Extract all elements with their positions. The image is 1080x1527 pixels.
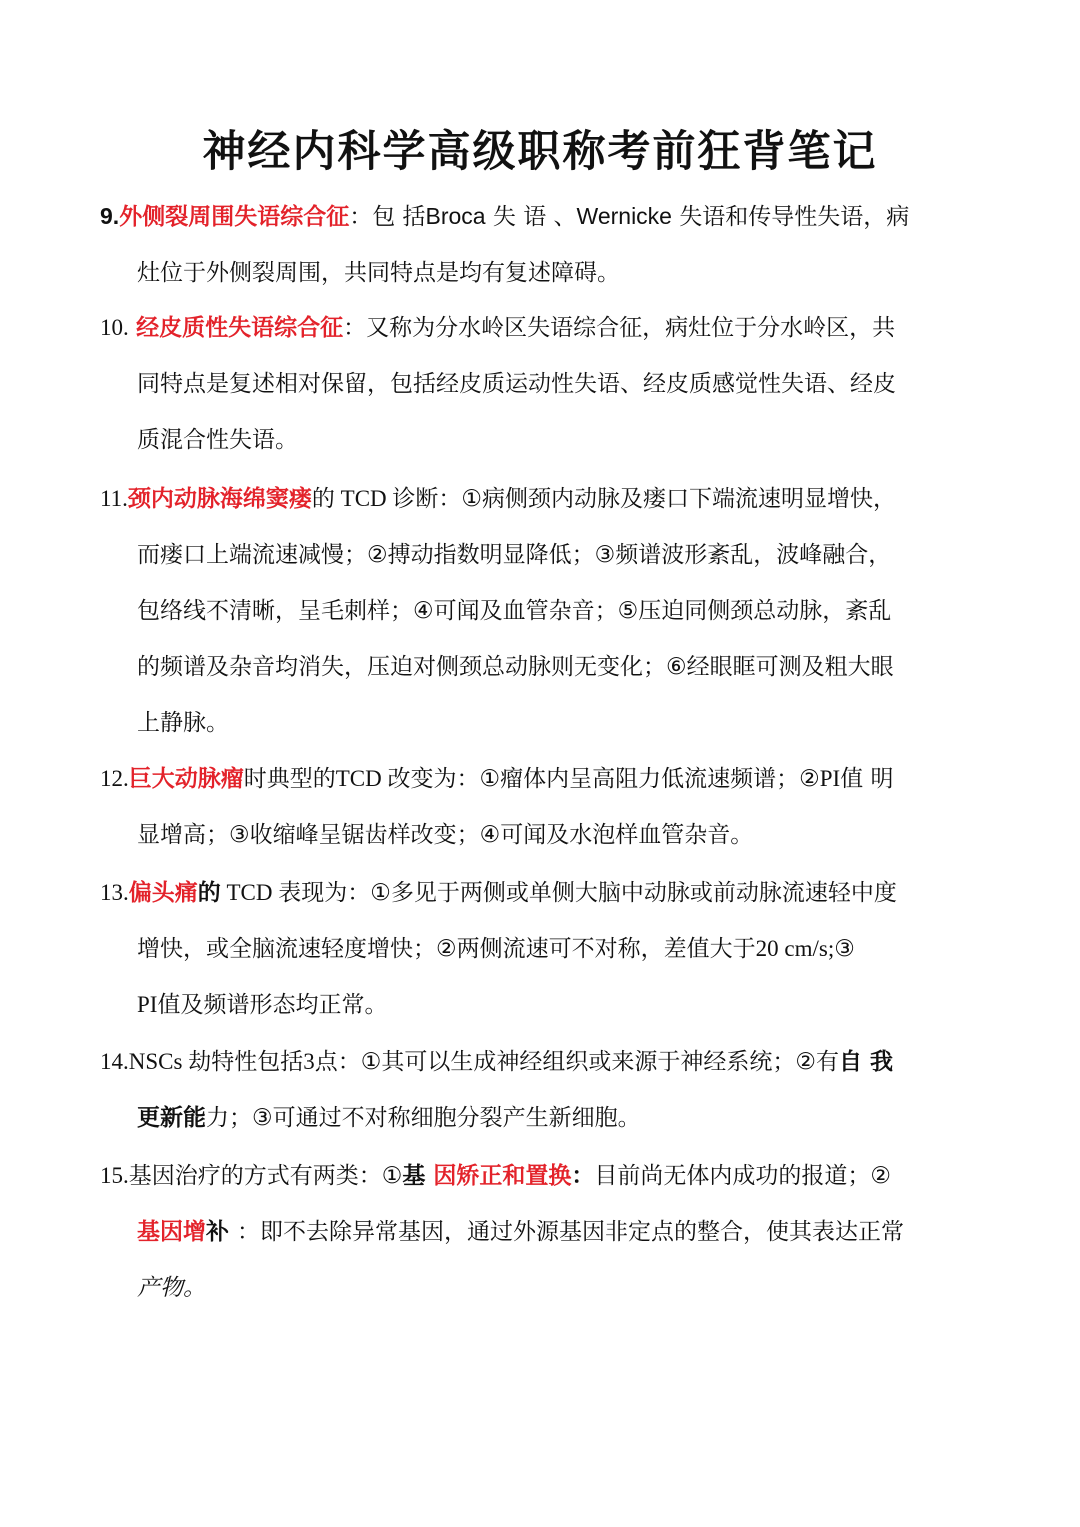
item-line (100, 751, 980, 807)
note-item-14 (100, 1034, 980, 1146)
note-item-15 (100, 1148, 980, 1316)
term-highlight: 因矫正和置换 (433, 1163, 572, 1189)
item-line (100, 471, 980, 527)
text-span: 更新能 (137, 1105, 206, 1131)
text-span: 3 (303, 1049, 315, 1074)
item-number: 14. (100, 1049, 129, 1074)
text-span: 值及频谱形态均正常。 (157, 992, 388, 1018)
item-line: 显增高；③收缩峰呈锯齿样改变；④可闻及水泡样血管杂音。 (137, 822, 754, 848)
text-span: 劫特性包括 (188, 1049, 304, 1075)
text-span: 表现为：①多见于两侧或单侧大脑中动脉或前动脉流速轻中度 (278, 880, 897, 906)
text-span: Broca (425, 203, 486, 229)
term-highlight: 经皮质性失语综合征 (136, 315, 344, 341)
item-line (100, 188, 980, 245)
item-line (100, 1204, 980, 1260)
note-item-11 (100, 471, 980, 751)
text-span: 增快，或全脑流速轻度增快；②两侧流速可不对称，差值大于 (137, 936, 756, 962)
text-span: TCD (334, 486, 393, 511)
text-span: PI (819, 766, 841, 791)
item-line (100, 865, 980, 921)
term-highlight: 基因增 (137, 1219, 206, 1245)
item-line: 而瘘口上端流速减慢；②搏动指数明显降低；③频谱波形紊乱，波峰融合， (137, 542, 892, 568)
text-span: 目前尚无体内成功的报道；② (594, 1163, 892, 1189)
text-span: 时典型的 (243, 766, 336, 792)
text-span: PI (137, 992, 158, 1017)
text-span: NSCs (128, 1049, 189, 1074)
text-span: 点：①其可以生成神经组织或来源于神经系统；②有 (314, 1049, 839, 1075)
item-line: 质混合性失语。 (137, 427, 298, 453)
text-span: TCD (335, 766, 388, 791)
text-span: ：包 括 (349, 204, 426, 230)
text-span: 力；③可通过不对称细胞分裂产生新细胞。 (206, 1105, 641, 1131)
text-span: ：又称为分水岭区失语综合征，病灶位于分水岭区，共 (343, 315, 896, 341)
text-span: Wernicke (576, 203, 672, 229)
item-number: 13. (100, 880, 129, 905)
text-span: 失语和传导性失语，病 (671, 204, 910, 230)
item-line (100, 1034, 980, 1090)
item-number: 15. (100, 1163, 129, 1188)
note-item-9 (100, 188, 980, 301)
text-span: ： (571, 1163, 595, 1189)
text-span: 失 语 、 (485, 204, 577, 230)
text-span: 诊断：①病侧颈内动脉及瘘口下端流速明显增快， (392, 486, 897, 512)
text-span: 值 明 (840, 766, 894, 792)
item-line (100, 300, 980, 356)
text-span: 的 (311, 486, 335, 512)
text-span: 基 (402, 1163, 434, 1189)
item-line: 产物。 (137, 1275, 206, 1301)
text-span: 改变为：①瘤体内呈高阻力低流速频谱；② (387, 766, 820, 792)
text-span: 自 我 (838, 1049, 893, 1075)
page-title: 神经内科学高级职称考前狂背笔记 (202, 127, 878, 177)
item-number: 12. (100, 766, 129, 791)
item-number: 11. (100, 486, 128, 511)
term-highlight: 外侧裂周围失语综合征 (119, 204, 350, 230)
item-line: 上静脉。 (137, 710, 229, 736)
item-line: 同特点是复述相对保留，包括经皮质运动性失语、经皮质感觉性失语、经皮 (137, 371, 896, 397)
term-highlight: 偏头痛 (128, 880, 198, 906)
item-number: 10. (100, 315, 129, 340)
note-item-10 (100, 300, 980, 468)
item-line (100, 977, 980, 1033)
text-span: 的 (197, 880, 221, 906)
item-line (100, 1148, 980, 1204)
term-highlight: 巨大动脉瘤 (128, 766, 244, 792)
text-span: TCD (220, 880, 279, 905)
text-span: 补 (206, 1219, 238, 1245)
item-number: 9. (100, 203, 120, 229)
note-item-13 (100, 865, 980, 1033)
item-line: 包络线不清晰，呈毛刺样；④可闻及血管杂音；⑤压迫同侧颈总动脉，紊乱 (137, 598, 892, 624)
text-span: ③ (834, 936, 855, 962)
item-line (100, 921, 980, 977)
text-span: 20 cm/s; (755, 936, 835, 961)
note-item-12 (100, 751, 980, 863)
text-span: 基因治疗的方式有两类：① (128, 1163, 403, 1189)
text-span: ：即不去除异常基因，通过外源基因非定点的整合，使其表达正常 (237, 1219, 905, 1245)
term-highlight: 颈内动脉海绵窦瘘 (127, 486, 312, 512)
item-line: 灶位于外侧裂周围，共同特点是均有复述障碍。 (137, 260, 620, 286)
item-line: 的频谱及杂音均消失，压迫对侧颈总动脉则无变化；⑥经眼眶可测及粗大眼 (137, 654, 894, 680)
item-line (100, 1090, 980, 1146)
